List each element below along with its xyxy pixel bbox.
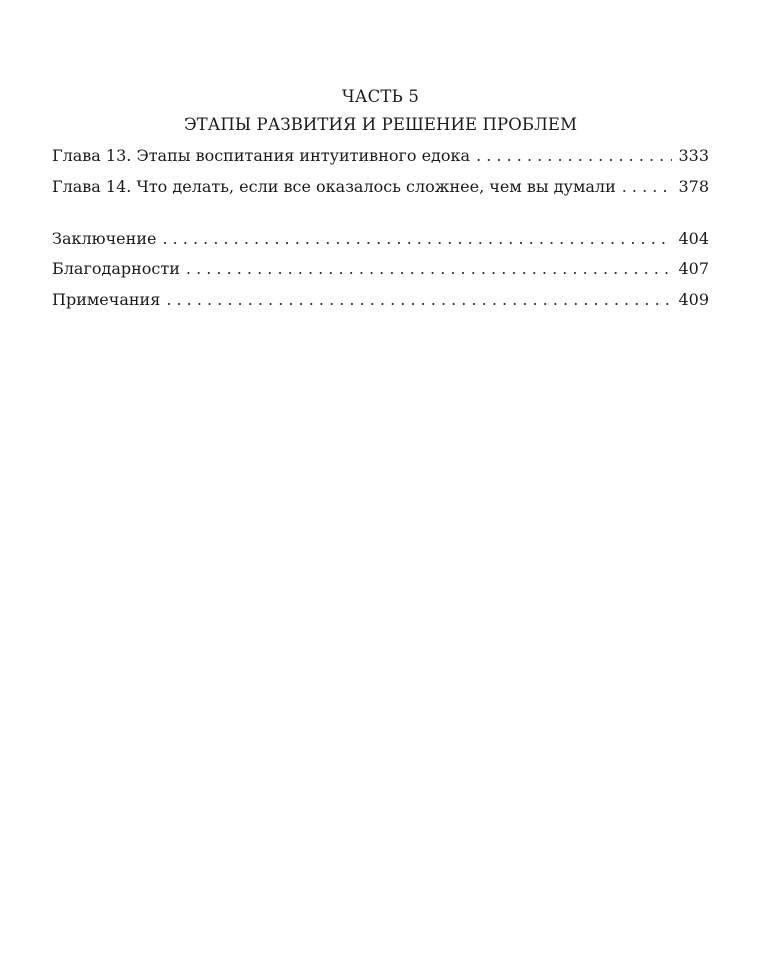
dot-leader <box>476 145 672 167</box>
toc-entry-title: Глава 14. Что делать, если все оказалось сложнее, чем вы думали <box>52 176 616 196</box>
toc-entry-title: Заключение <box>52 228 157 248</box>
toc-entry <box>52 228 709 250</box>
part-label: ЧАСТЬ 5 <box>341 87 420 106</box>
table-of-contents <box>52 86 709 320</box>
toc-entry <box>52 176 709 198</box>
toc-entry-page: 378 <box>678 176 709 196</box>
toc-entry <box>52 145 709 167</box>
dot-leader <box>186 258 673 280</box>
chapter-list <box>52 145 709 198</box>
toc-entry <box>52 258 709 280</box>
toc-entry-title: Глава 13. Этапы воспитания интуитивного едока <box>52 146 471 165</box>
dot-leader <box>162 228 672 250</box>
toc-entry-page: 409 <box>678 290 709 310</box>
back-matter-list <box>52 228 709 311</box>
toc-entry <box>52 289 709 311</box>
toc-entry-page: 407 <box>678 259 709 279</box>
toc-entry-title: Примечания <box>52 290 161 310</box>
part-title: ЭТАПЫ РАЗВИТИЯ И РЕШЕНИЕ ПРОБЛЕМ <box>183 115 578 134</box>
toc-entry-page: 333 <box>678 146 709 165</box>
dot-leader <box>166 289 672 311</box>
toc-entry-title: Благодарности <box>52 259 180 279</box>
dot-leader <box>622 176 673 198</box>
toc-entry-page: 404 <box>678 228 709 248</box>
